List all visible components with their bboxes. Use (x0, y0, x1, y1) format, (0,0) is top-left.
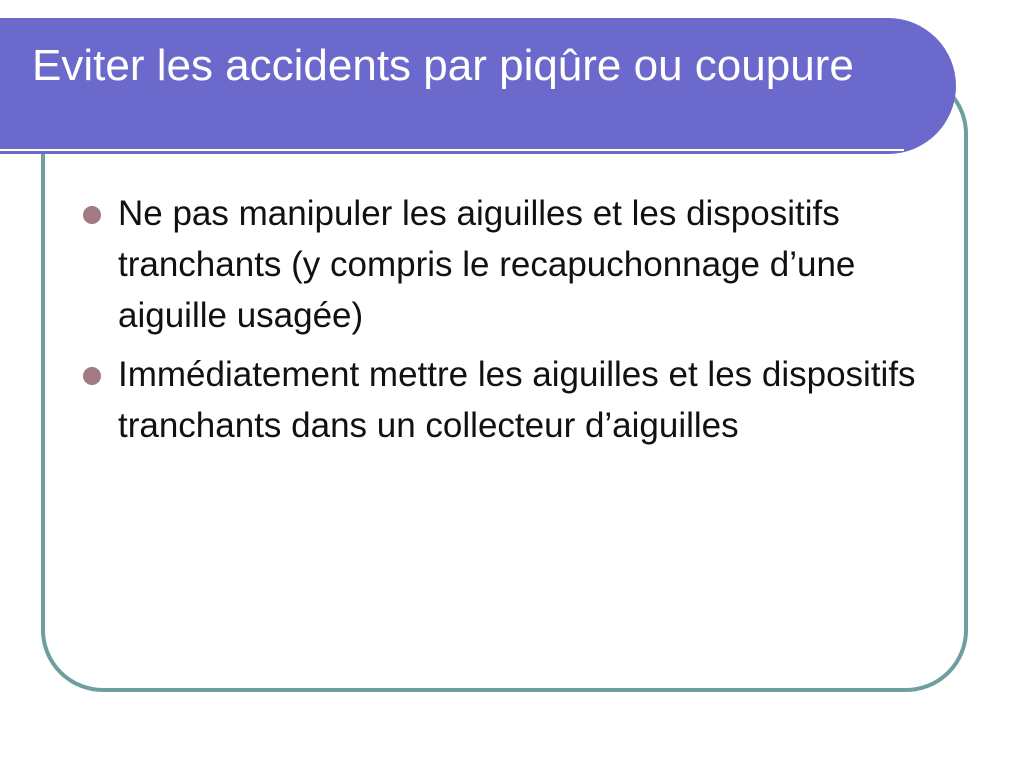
bullet-list (80, 188, 960, 459)
bullet-item (80, 188, 960, 341)
bullet-item (80, 349, 960, 451)
title-banner (0, 18, 956, 154)
bullet-text: Immédiatement mettre les aiguilles et les dispositifs tranchants dans un collecteur d’aiguilles (118, 355, 916, 445)
bullet-dot-icon (83, 367, 101, 385)
bullet-text: Ne pas manipuler les aiguilles et les dispositifs tranchants (y compris le recapuchonnage d’une aiguille usagée) (118, 194, 856, 335)
bullet-dot-icon (83, 206, 101, 224)
slide-title: Eviter les accidents par piqûre ou coupure (32, 41, 854, 90)
title-underline (0, 149, 904, 151)
